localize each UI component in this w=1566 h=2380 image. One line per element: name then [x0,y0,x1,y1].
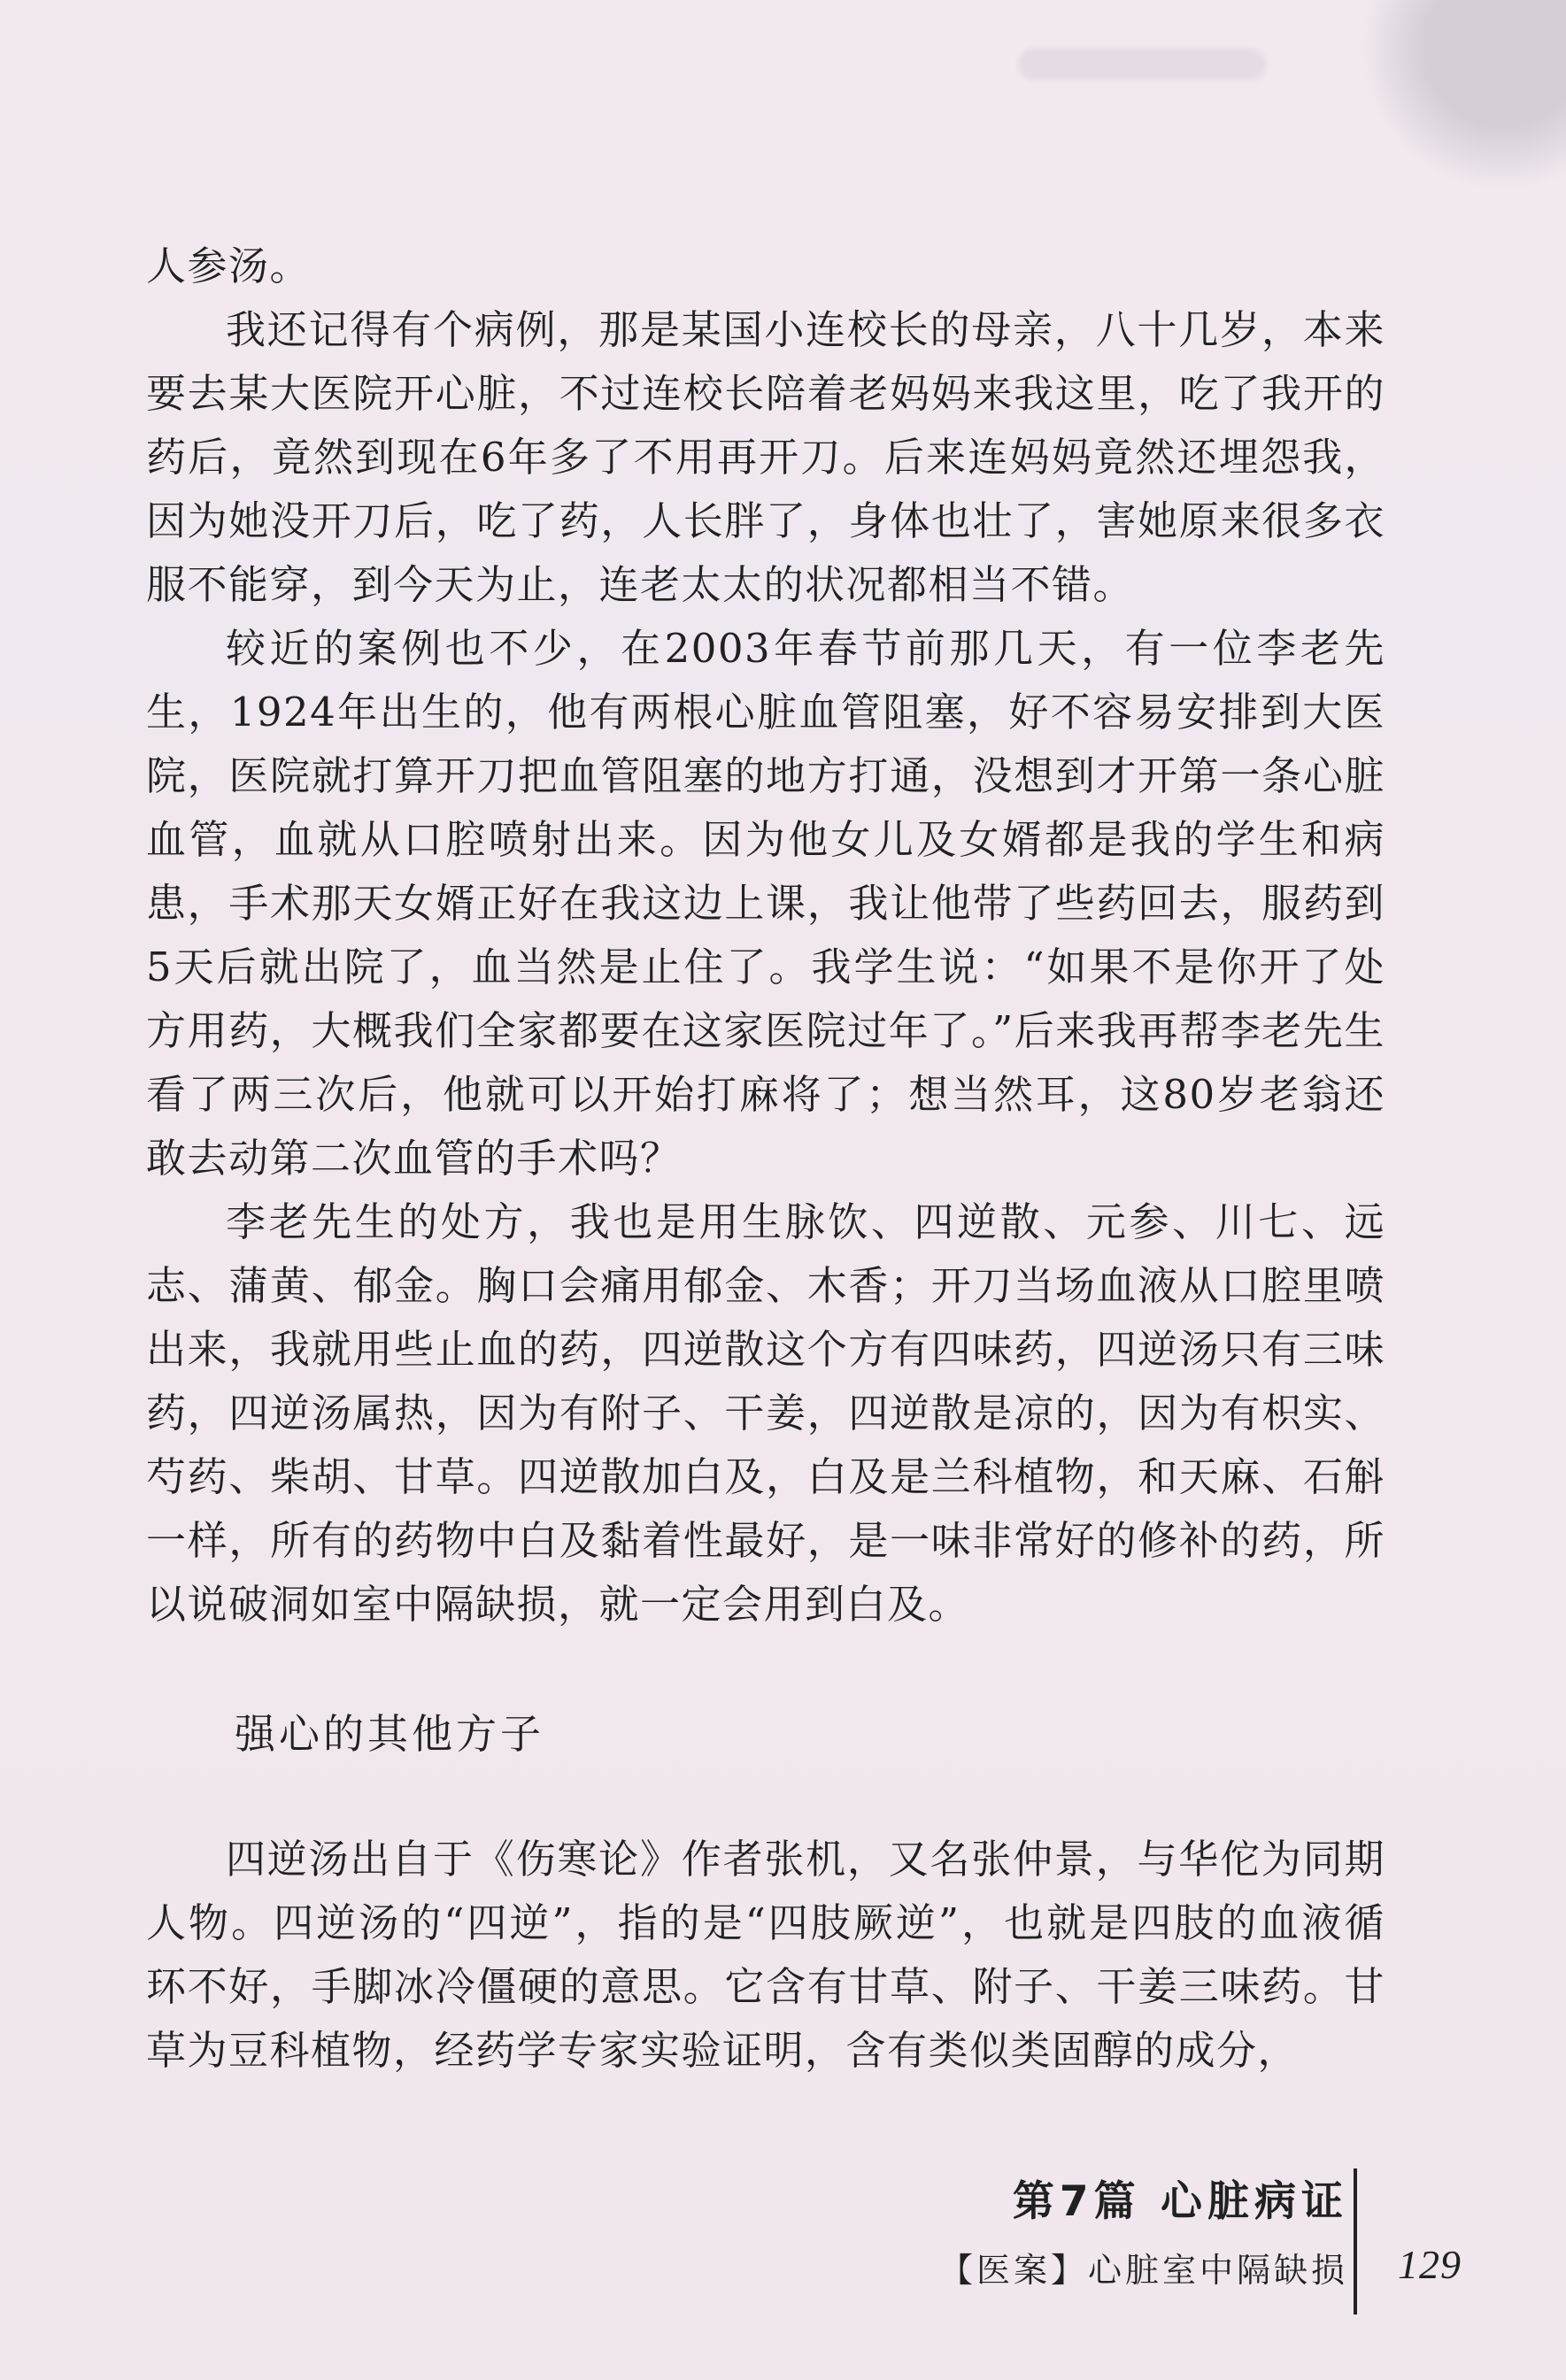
footer-divider [1354,2168,1357,2315]
paragraph-sini-decoction: 四逆汤出自于《伤寒论》作者张机，又名张仲景，与华佗为同期人物。四逆汤的“四逆”，指的是“四肢厥逆”，也就是四肢的血液循环不好，手脚冰冷僵硬的意思。它含有甘草、附子、干姜三味药。甘草为豆科植物，经药学专家实验证明，含有类似类固醇的成分， [146,1836,1385,2074]
case-label: 【医案】心脏室中隔缺损 [938,2251,1348,2290]
page-number: 129 [1398,2242,1462,2287]
paragraph-case-principal-mother: 我还记得有个病例，那是某国小连校长的母亲，八十几岁，本来要去某大医院开心脏，不过连校长陪着老妈妈来我这里，吃了我开的药后，竟然到现在6年多了不用再开刀。后来连妈妈竟然还埋怨我，因为她没开刀后，吃了药，人长胖了，身体也壮了，害她原来很多衣服不能穿，到今天为止，连老太太的状况都相当不错。 [146,306,1385,608]
section-title: 强心的其他方子 [235,1710,544,1758]
paragraph-case-mr-li: 较近的案例也不少，在2003年春节前那几天，有一位李老先生，1924年出生的，他有两根心脏血管阻塞，好不容易安排到大医院，医院就打算开刀把血管阻塞的地方打通，没想到才开第一条心脏血管，血就从口腔喷射出来。因为他女儿及女婿都是我的学生和病患，手术那天女婿正好在我这边上课，我让他带了些药回去，服药到5天后就出院了，血当然是止住了。我学生说：“如果不是你开了处方用药，大概我们全家都要在这家医院过年了。”后来我再帮李老先生看了两三次后，他就可以开始打麻将了；想当然耳，这80岁老翁还敢去动第二次血管的手术吗？ [146,625,1385,1182]
paragraph-continuation: 人参汤。 [146,243,312,289]
scan-smudge [1018,49,1266,80]
page-footer [913,2168,1462,2328]
page-content [146,235,1385,2083]
paragraph-prescription: 李老先生的处方，我也是用生脉饮、四逆散、元参、川七、远志、蒲黄、郁金。胸口会痛用郁金、木香；开刀当场血液从口腔里喷出来，我就用些止血的药，四逆散这个方有四味药，四逆汤只有三味药，四逆汤属热，因为有附子、干姜，四逆散是凉的，因为有枳实、芍药、柴胡、甘草。四逆散加白及，白及是兰科植物，和天麻、石斛一样，所有的药物中白及黏着性最好，是一味非常好的修补的药，所以说破洞如室中隔缺损，就一定会用到白及。 [146,1198,1385,1628]
chapter-label: 第7篇 心脏病证 [1012,2177,1348,2226]
